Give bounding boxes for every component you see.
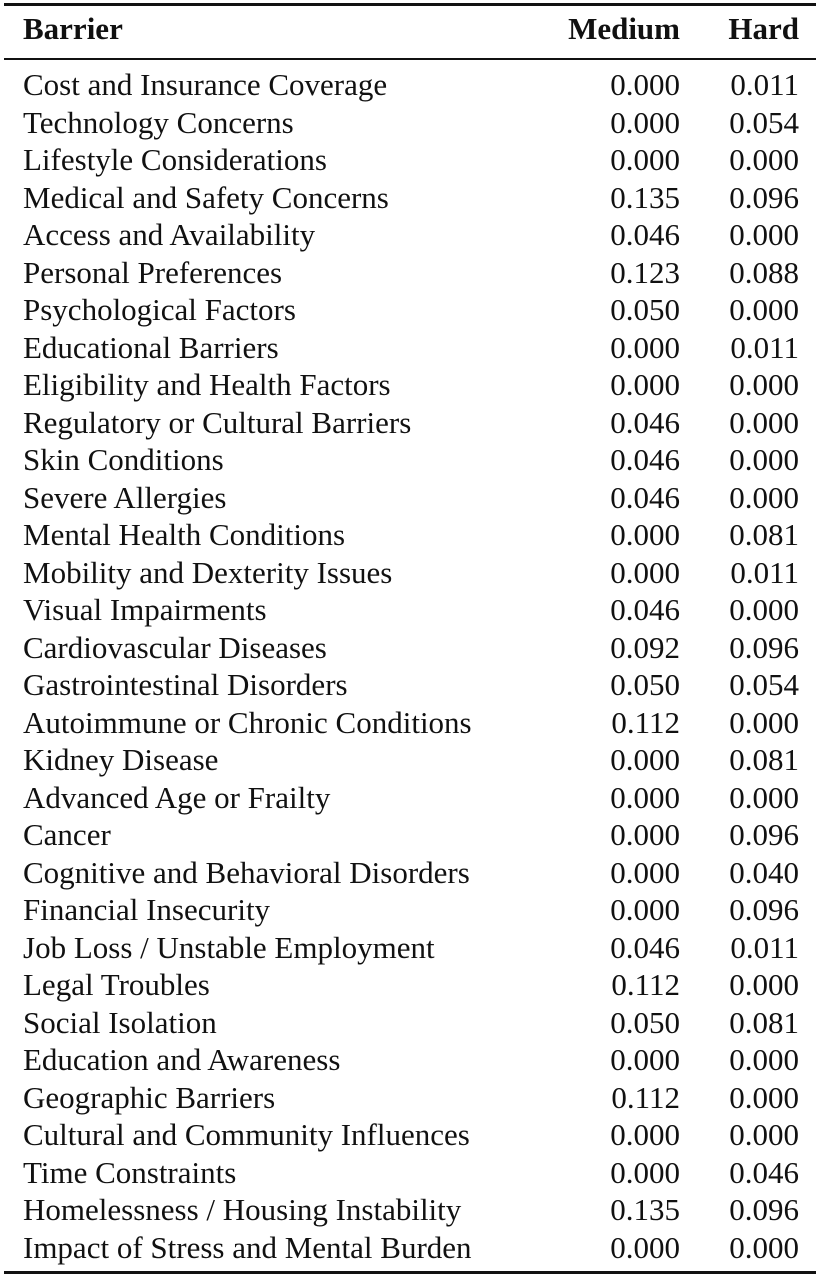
cell-medium: 0.000	[610, 367, 680, 402]
cell-barrier: Social Isolation	[23, 1004, 217, 1040]
cell-barrier: Educational Barriers	[23, 329, 279, 365]
cell-barrier: Cancer	[23, 817, 111, 852]
cell-medium: 0.112	[611, 967, 680, 1002]
cell-hard: 0.054	[729, 667, 799, 702]
cell-barrier: Access and Availability	[23, 217, 316, 252]
cell-barrier: Cardiovascular Diseases	[23, 629, 327, 665]
cell-barrier: Medical and Safety Concerns	[23, 179, 389, 215]
table-row	[0, 179, 822, 217]
cell-medium: 0.000	[610, 1117, 680, 1152]
cell-barrier: Job Loss / Unstable Employment	[23, 929, 435, 965]
cell-hard: 0.000	[729, 1117, 799, 1152]
cell-hard: 0.000	[729, 142, 799, 177]
cell-hard: 0.081	[729, 742, 799, 777]
cell-medium: 0.000	[610, 779, 680, 815]
cell-medium: 0.000	[610, 142, 680, 177]
cell-barrier: Skin Conditions	[23, 442, 224, 477]
cell-hard: 0.081	[729, 517, 799, 552]
cell-medium: 0.000	[610, 892, 680, 927]
cell-medium: 0.092	[610, 629, 680, 665]
table-row	[0, 816, 822, 854]
cell-medium: 0.000	[610, 817, 680, 852]
cell-barrier: Lifestyle Considerations	[23, 142, 327, 177]
table-body	[0, 66, 822, 1266]
cell-barrier: Education and Awareness	[23, 1042, 341, 1077]
cell-barrier: Legal Troubles	[23, 967, 210, 1002]
cell-medium: 0.000	[610, 104, 680, 140]
cell-barrier: Gastrointestinal Disorders	[23, 667, 348, 702]
top-rule	[4, 3, 816, 6]
cell-hard: 0.088	[729, 254, 799, 290]
cell-hard: 0.000	[729, 779, 799, 815]
cell-hard: 0.011	[730, 67, 799, 102]
cell-medium: 0.000	[610, 329, 680, 365]
cell-medium: 0.112	[611, 1079, 680, 1115]
cell-hard: 0.000	[729, 704, 799, 740]
cell-medium: 0.050	[610, 1004, 680, 1040]
cell-barrier: Cost and Insurance Coverage	[23, 67, 388, 102]
table-row	[0, 516, 822, 554]
cell-medium: 0.000	[610, 742, 680, 777]
table-row	[0, 629, 822, 667]
cell-hard: 0.011	[730, 329, 799, 365]
cell-barrier: Psychological Factors	[23, 292, 296, 327]
cell-barrier: Geographic Barriers	[23, 1079, 276, 1115]
cell-medium: 0.046	[610, 592, 680, 627]
table-row	[0, 1079, 822, 1117]
table-row	[0, 854, 822, 892]
cell-hard: 0.000	[729, 292, 799, 327]
cell-barrier: Kidney Disease	[23, 742, 219, 777]
cell-hard: 0.011	[730, 554, 799, 590]
cell-barrier: Mobility and Dexterity Issues	[23, 554, 393, 590]
cell-hard: 0.000	[729, 1079, 799, 1115]
cell-hard: 0.096	[729, 629, 799, 665]
cell-hard: 0.000	[729, 404, 799, 440]
table-row	[0, 741, 822, 779]
cell-hard: 0.000	[729, 967, 799, 1002]
table-row	[0, 366, 822, 404]
table-row	[0, 704, 822, 742]
table-row	[0, 66, 822, 104]
table-row	[0, 441, 822, 479]
cell-barrier: Regulatory or Cultural Barriers	[23, 404, 412, 440]
cell-barrier: Cultural and Community Influences	[23, 1117, 470, 1152]
cell-hard: 0.000	[729, 592, 799, 627]
cell-medium: 0.000	[610, 1229, 680, 1265]
table-row	[0, 554, 822, 592]
table-header	[0, 10, 822, 48]
cell-hard: 0.011	[730, 929, 799, 965]
table-row	[0, 479, 822, 517]
table-row	[0, 254, 822, 292]
cell-barrier: Impact of Stress and Mental Burden	[23, 1229, 472, 1265]
cell-hard: 0.096	[729, 892, 799, 927]
cell-medium: 0.000	[610, 67, 680, 102]
cell-medium: 0.000	[610, 517, 680, 552]
cell-hard: 0.054	[729, 104, 799, 140]
cell-medium: 0.123	[610, 254, 680, 290]
table-row	[0, 141, 822, 179]
header-rule	[4, 58, 816, 60]
table-row	[0, 1154, 822, 1192]
table-row	[0, 1116, 822, 1154]
cell-medium: 0.046	[610, 217, 680, 252]
cell-hard: 0.000	[729, 367, 799, 402]
cell-medium: 0.050	[610, 292, 680, 327]
cell-medium: 0.000	[610, 554, 680, 590]
table-row	[0, 929, 822, 967]
cell-barrier: Severe Allergies	[23, 479, 227, 515]
table-row	[0, 216, 822, 254]
cell-barrier: Technology Concerns	[23, 104, 294, 140]
header-barrier: Barrier	[23, 11, 123, 46]
table-row	[0, 1191, 822, 1229]
cell-hard: 0.000	[729, 479, 799, 515]
cell-medium: 0.000	[610, 854, 680, 890]
cell-barrier: Autoimmune or Chronic Conditions	[23, 704, 472, 740]
cell-hard: 0.000	[729, 1042, 799, 1077]
cell-hard: 0.040	[729, 854, 799, 890]
table-row	[0, 779, 822, 817]
cell-barrier: Financial Insecurity	[23, 892, 271, 927]
header-hard: Hard	[728, 11, 799, 46]
cell-barrier: Mental Health Conditions	[23, 517, 346, 552]
table-row	[0, 404, 822, 442]
cell-medium: 0.046	[610, 929, 680, 965]
cell-hard: 0.000	[729, 217, 799, 252]
cell-hard: 0.096	[729, 179, 799, 215]
table-row	[0, 966, 822, 1004]
cell-medium: 0.135	[610, 1192, 680, 1227]
cell-barrier: Eligibility and Health Factors	[23, 367, 391, 402]
table-row	[0, 1041, 822, 1079]
cell-medium: 0.000	[610, 1042, 680, 1077]
cell-barrier: Homelessness / Housing Instability	[23, 1192, 462, 1227]
header-medium: Medium	[568, 11, 680, 46]
cell-hard: 0.000	[729, 442, 799, 477]
table-row	[0, 591, 822, 629]
cell-medium: 0.046	[610, 479, 680, 515]
table-row	[0, 891, 822, 929]
cell-hard: 0.096	[729, 817, 799, 852]
cell-hard: 0.081	[729, 1004, 799, 1040]
cell-medium: 0.046	[610, 442, 680, 477]
cell-medium: 0.046	[610, 404, 680, 440]
cell-barrier: Personal Preferences	[23, 254, 283, 290]
cell-medium: 0.000	[610, 1154, 680, 1190]
table-row	[0, 329, 822, 367]
bottom-rule	[4, 1271, 816, 1274]
cell-barrier: Advanced Age or Frailty	[23, 779, 331, 815]
cell-hard: 0.046	[729, 1154, 799, 1190]
cell-barrier: Time Constraints	[23, 1154, 237, 1190]
cell-medium: 0.050	[610, 667, 680, 702]
cell-barrier: Cognitive and Behavioral Disorders	[23, 854, 470, 890]
table-row	[0, 291, 822, 329]
table-row	[0, 666, 822, 704]
cell-barrier: Visual Impairments	[23, 592, 267, 627]
cell-hard: 0.000	[729, 1229, 799, 1265]
cell-medium: 0.112	[611, 704, 680, 740]
table-row	[0, 104, 822, 142]
table-row	[0, 1004, 822, 1042]
table-row	[0, 1229, 822, 1267]
cell-medium: 0.135	[610, 179, 680, 215]
cell-hard: 0.096	[729, 1192, 799, 1227]
